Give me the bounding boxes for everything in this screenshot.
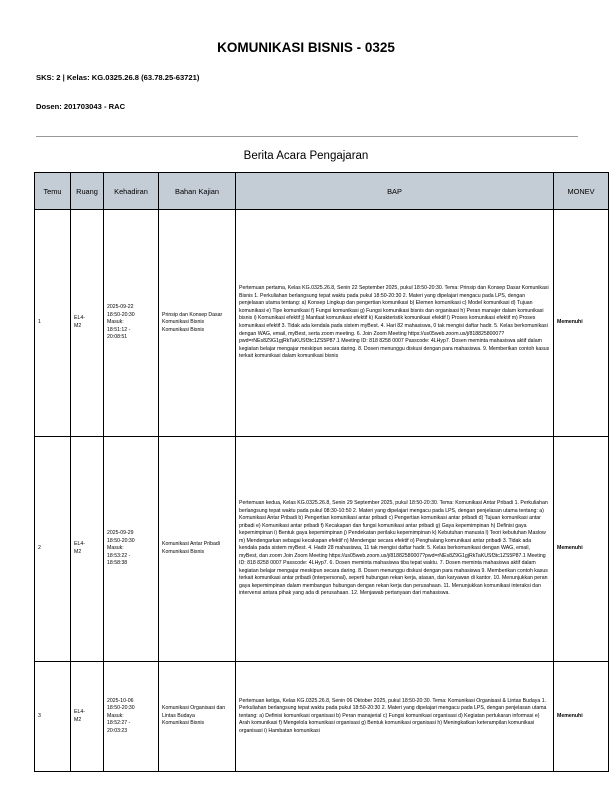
col-header-temu: Temu	[35, 173, 71, 210]
cell-bahan-kajian: Komunikasi Organisasi dan Lintas Budaya Komunikasi Bisnis	[159, 662, 236, 772]
table-header-row	[35, 173, 609, 210]
col-header-ruang: Ruang	[71, 173, 104, 210]
cell-monev: Memenuhi	[554, 662, 609, 772]
table-row	[35, 437, 609, 662]
cell-ruang: EL4- M2	[71, 437, 104, 662]
cell-kehadiran: 2025-10-06 18:50-20:30 Masuk: 18:52:27 - 20:03:23	[104, 662, 159, 772]
cell-bap: Pertemuan kedua, Kelas KG.0325.26.8, Senin 29 September 2025, pukul 18:50-20:30. Tema: Komunikasi Antar Pribadi 1. Perkuliahan berlangsung tepat waktu pada pukul 08:30-10:50 2. Materi yang dipelajari mengacu pada LPS, dengan penjelasan utama tentang: a) Komunikasi Antar Pribadi b) Pengertian komunikasi antar pribadi c) Pengertian komunikasi antar pribadi d) Tujuan komunikasi antar pribadi e) Komunikasi antar pribadi f) Kecakapan dan fungsi komunikasi antar pribadi g) Gaya kepemimpinan h) Definisi gaya kepemimpinan i) Bentuk gaya kepemimpinan j) Pendekatan perilaku kepemimpinan k) Kebutuhan manusia l) Teori kebutuhan Maslow m) Mendengarkan sebagai kecakapan efektif n) Mendengar secara efektif o) Penghalang komunikasi antar pribadi 3. Tidak ada kendala pada sistem myBest. 4. Hadir 28 mahasiswa, 11 tak mengisi daftar hadir. 5. Kelas berkomunikasi dengan WAG, email, myBest, dan zoom Join Zoom Meeting https://us05web.zoom.us/j/81882580007?pwd=rNEs8Z9G1gjRkTaKUSf3tc1ZS5P87.1 Meeting ID: 818 8258 0007 Passcode: 4LHyp7. 6. Dosen meminta mahasiswa tiba tepat waktu. 7. Dosen meminta mahasiswa aktif dalam kegiatan belajar mengajar meskipun secara daring. 8. Dosen menunggu diskusi dengan para mahasiswa 9. Memberikan contoh kasus terkait komunikasi antar pribadi (interpersonal), seperti hubungan rekan kerja, atasan, dan karyawan di kantor. 10. Menunjukkan peran gaya kepemimpinan dalam membangun hubungan dengan rekan kerja dan perusahaan. 11. Menunjukkan komunikasi interaksi dan intervensi antara pihak yang ada di perusahaan. 12. Menjawab pertanyaan dari mahasiswa.	[236, 437, 554, 662]
cell-temu: 2	[35, 437, 71, 662]
document-title: KOMUNIKASI BISNIS - 0325	[217, 40, 395, 55]
cell-bahan-kajian: Prinsip dan Konsep Dasar Komunikasi Bisnis Komunikasi Bisnis	[159, 210, 236, 437]
cell-ruang: EL4- M2	[71, 662, 104, 772]
section-title: Berita Acara Pengajaran	[243, 150, 369, 162]
col-header-kehadiran: Kehadiran	[104, 173, 159, 210]
divider	[36, 136, 578, 137]
cell-monev: Memenuhi	[554, 210, 609, 437]
bap-table	[34, 172, 609, 772]
cell-temu: 3	[35, 662, 71, 772]
col-header-bap: BAP	[236, 173, 554, 210]
course-meta-line: SKS: 2 | Kelas: KG.0325.26.8 (63.78.25-63721)	[36, 73, 200, 82]
col-header-monev: MONEV	[554, 173, 609, 210]
lecturer-line: Dosen: 201703043 - RAC	[36, 102, 126, 111]
cell-temu: 1	[35, 210, 71, 437]
cell-ruang: EL4- M2	[71, 210, 104, 437]
cell-bap: Pertemuan ketiga, Kelas KG.0325.26.8, Senin 06 Oktober 2025, pukul 18:50-20:30. Tema: Komunikasi Organisasi & Lintas Budaya 1. Perkuliahan berlangsung tepat waktu pada pukul 18:50-20:30 2. Materi yang dipelajari mengacu pada LPS, dengan penjelasan utama tentang: a) Definisi komunikasi organisasi b) Peran manajerial c) Fungsi komunikasi organisasi d) Kegiatan pertukaran informasi e) Arah komunikasi f) Mengelola komunikasi organisasi g) Bentuk komunikasi organisasi h) Meningkatkan keterampilan komunikasi organisasi i) Hambatan komunikasi	[236, 662, 554, 772]
cell-bahan-kajian: Komunikasi Antar Pribadi Komunikasi Bisnis	[159, 437, 236, 662]
cell-monev: Memenuhi	[554, 437, 609, 662]
table-row	[35, 210, 609, 437]
cell-kehadiran: 2025-09-22 18:50-20:30 Masuk: 18:51:12 - 20:08:51	[104, 210, 159, 437]
table-row	[35, 662, 609, 772]
col-header-bahan-kajian: Bahan Kajian	[159, 173, 236, 210]
cell-kehadiran: 2025-09-29 18:50-20:30 Masuk: 18:53:22 - 18:58:38	[104, 437, 159, 662]
cell-bap: Pertemuan pertama, Kelas KG.0325.26.8, Senin 22 September 2025, pukul 18:50-20:30. Tema: Prinsip dan Konsep Dasar Komunikasi Bisnis 1. Perkuliahan berlangsung tepat waktu pada pukul 18:50-20:30 2. Materi yang dipelajari mengacu pada LPS, dengan penjelasan utama tentang: a) Konsep Lingkup dan pengertian komunikasi b) Elemen komunikasi c) Model komunikasi d) Tujuan komunikasi e) Tipe komunikasi f) Fungsi komunikasi g) Fungsi komunikasi bisnis dan organisasi h) Peran manajer dalam komunikasi bisnis i) Komunikasi efektif j) Manfaat komunikasi efektif k) Karakteristik komunikasi efektif l) Proses komunikasi efektif m) Proses komunikasi efektif 3. Tidak ada kendala pada sistem myBest. 4. Hari 82 mahasiswa, 0 tak mengisi daftar hadir. 5. Kelas berkomunikasi dengan WAG, email, myBest, serta zoom meeting. 6. Join Zoom Meeting https://us05web.zoom.us/j/81882580007?pwd=rNEs8Z9G1gjRkTaKUSf3tc1ZS5P87.1 Meeting ID: 818 8258 0007 Passcode: 4LHyp7. Dosen meminta mahasiswa aktif dalam kegiatan belajar mengajar meskipun secara daring. 8. Dosen menunggu diskusi dengan para mahasiswa. 9. Memberikan contoh kasus terkait komunikasi dalam komunikasi bisnis	[236, 210, 554, 437]
